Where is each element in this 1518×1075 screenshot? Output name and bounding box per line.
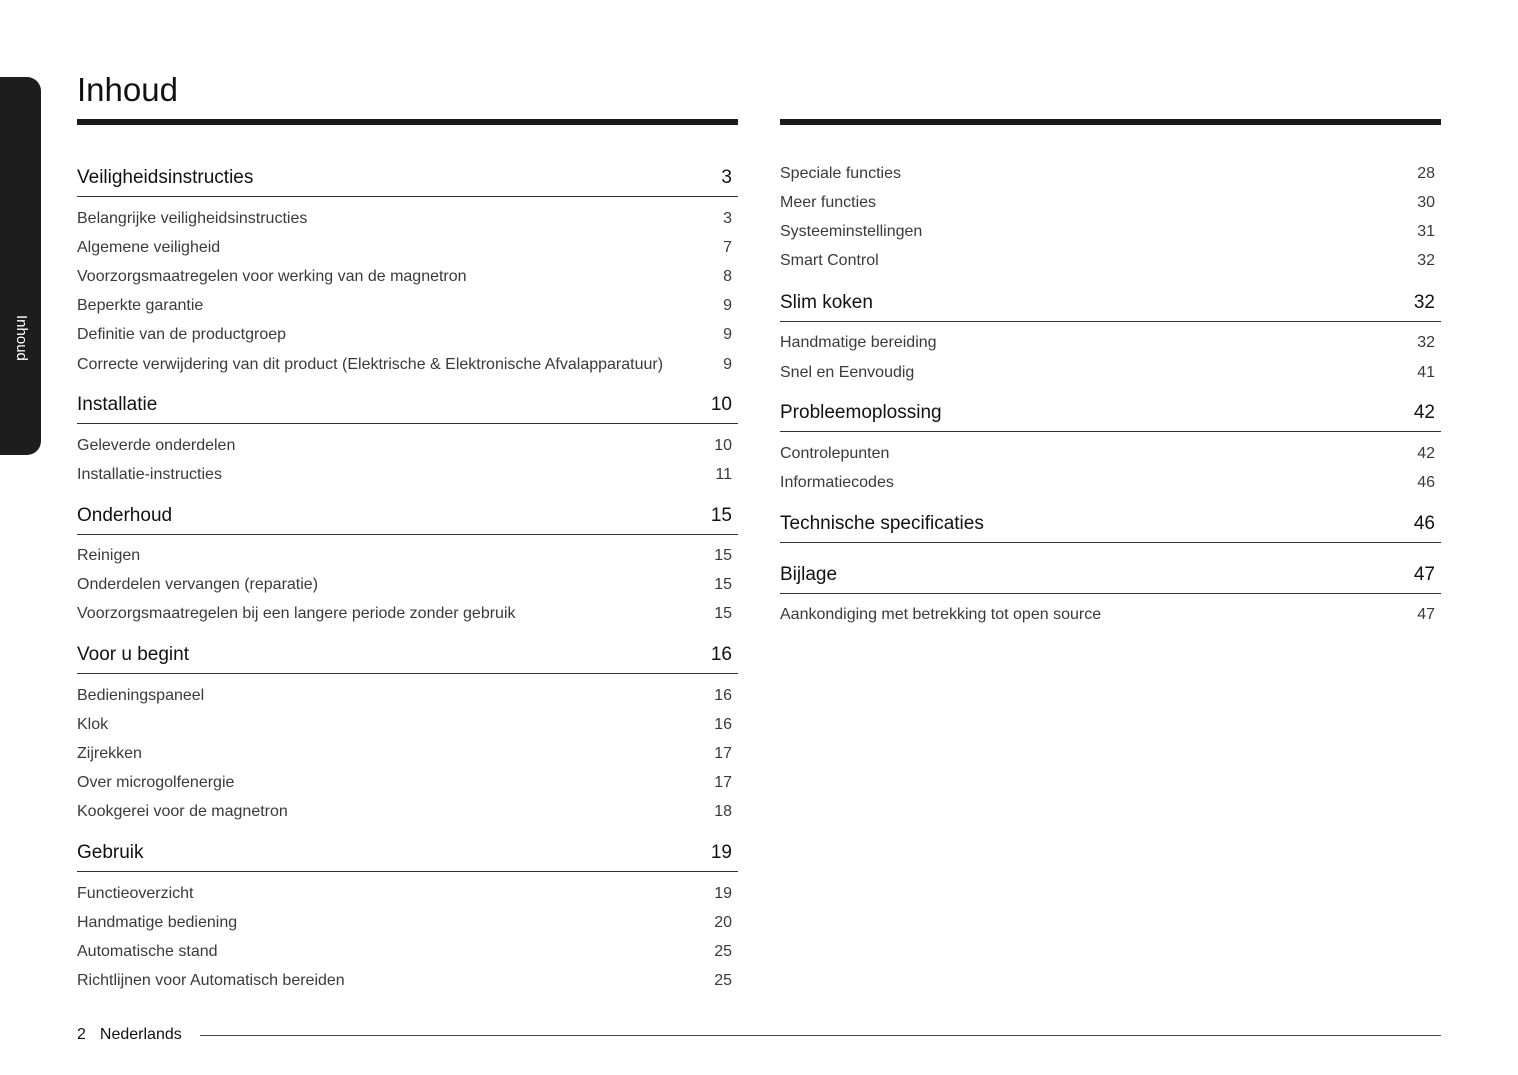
toc-entry-label: Kookgerei voor de magnetron [77,803,288,821]
toc-entry-label: Snel en Eenvoudig [780,363,915,381]
toc-entry-label: Belangrijke veiligheidsinstructies [77,209,308,227]
footer-page-number: 2 [77,1026,86,1043]
toc-section-heading[interactable] [780,563,1441,594]
toc-section-page: 47 [1413,563,1435,585]
toc-entry-label: Beperkte garantie [77,297,204,315]
toc-entry[interactable] [77,879,738,908]
toc-entry-label: Installatie-instructies [77,465,222,483]
right-sections [780,276,1441,630]
footer-language: Nederlands [99,1026,182,1043]
toc-entry-page: 32 [1417,334,1435,352]
toc-entry[interactable] [77,350,738,379]
toc-entry-label: Richtlijnen voor Automatisch bereiden [77,972,345,990]
toc-section [77,393,738,489]
toc-entry[interactable] [77,571,738,600]
toc-entry-page: 41 [1417,363,1435,381]
toc-entry-label: Reinigen [77,547,141,565]
toc-entry-page: 20 [714,913,732,931]
toc-section-page: 3 [721,167,732,188]
toc-entry[interactable] [77,204,738,233]
toc-right-column [780,119,1441,630]
toc-entry-page: 9 [723,326,732,344]
toc-section-title: Onderhoud [77,504,173,526]
toc-entry-label: Bedieningspaneel [77,686,205,704]
toc-section [780,291,1441,387]
toc-section-heading[interactable] [77,504,738,535]
toc-entry-label: Controlepunten [780,444,890,462]
toc-entry-label: Meer functies [780,193,877,211]
toc-entry-page: 42 [1417,444,1435,462]
toc-entry-page: 16 [714,715,732,733]
toc-entry-label: Klok [77,715,109,733]
footer-rule [200,1035,1441,1036]
toc-entry-page: 3 [723,209,732,227]
toc-entry[interactable] [77,431,738,460]
toc-section [77,504,738,630]
toc-section-page: 19 [710,842,732,863]
toc-section-heading[interactable] [780,401,1441,432]
right-continued-entries [780,125,1441,276]
toc-entry-label: Voorzorgsmaatregelen voor werking van de magnetron [77,267,467,285]
toc-entry[interactable] [77,233,738,262]
toc-entries [77,424,738,489]
toc-entry-label: Systeeminstellingen [780,222,923,240]
toc-section-heading[interactable] [780,512,1441,543]
toc-entry-page: 31 [1417,222,1435,240]
toc-section [77,841,738,996]
toc-entry-label: Zijrekken [77,745,142,763]
toc-entry-page: 8 [723,267,732,285]
toc-section-title: Gebruik [77,842,144,863]
toc-entry[interactable] [77,967,738,996]
toc-section-title: Voor u begint [77,644,189,666]
toc-section-page: 42 [1413,402,1435,424]
toc-entry-page: 25 [714,942,732,960]
toc-entry-label: Onderdelen vervangen (reparatie) [77,576,319,594]
toc-entry[interactable] [77,908,738,937]
toc-entry[interactable] [780,217,1441,246]
toc-entry-label: Voorzorgsmaatregelen bij een langere periode zonder gebruik [77,605,516,623]
toc-entry[interactable] [77,542,738,571]
toc-entry-label: Smart Control [780,252,879,270]
toc-section [780,563,1441,630]
toc-entry-page: 32 [1417,252,1435,270]
toc-entry-label: Aankondiging met betrekking tot open source [780,606,1102,624]
toc-entry-page: 11 [715,465,732,483]
toc-entry-label: Algemene veiligheid [77,238,221,256]
toc-entry-page: 15 [714,576,732,594]
toc-entry[interactable] [77,262,738,291]
toc-entry-page: 46 [1417,473,1435,491]
toc-section-page: 32 [1413,291,1435,313]
toc-entries [77,197,738,379]
toc-section-title: Technische specificaties [780,512,984,534]
toc-entry[interactable] [780,601,1441,630]
toc-entries [780,594,1441,630]
toc-section-heading[interactable] [77,166,738,197]
toc-entry[interactable] [780,468,1441,497]
toc-entries [77,535,738,630]
toc-entries [77,872,738,996]
toc-entry-label: Handmatige bediening [77,913,238,931]
toc-entry[interactable] [77,460,738,489]
toc-entry[interactable] [77,681,738,710]
toc-entry-page: 9 [723,297,732,315]
toc-entry-label: Definitie van de productgroep [77,326,287,344]
toc-entry-page: 15 [714,547,732,565]
toc-entry[interactable] [780,358,1441,387]
toc-entry[interactable] [77,710,738,739]
toc-section-heading[interactable] [77,643,738,674]
toc-entry-label: Functieoverzicht [77,884,194,902]
toc-section-page: 46 [1413,512,1435,534]
toc-section [780,512,1441,543]
toc-entry-page: 30 [1417,193,1435,211]
page-title: Inhoud [77,71,178,108]
toc-section-heading[interactable] [77,841,738,872]
toc-entry-page: 28 [1417,164,1435,182]
toc-entry-label: Handmatige bereiding [780,334,937,352]
left-sections [77,125,738,996]
toc-section [780,401,1441,497]
toc-entry-page: 47 [1417,606,1435,624]
toc-entry-label: Correcte verwijdering van dit product (Elektrische & Elektronische Afvalapparatuur) [77,355,664,373]
toc-entry-page: 10 [714,436,732,454]
toc-entry[interactable] [77,321,738,350]
toc-section [77,643,738,827]
toc-section-heading[interactable] [780,291,1441,322]
toc-left-column [77,119,738,996]
toc-section-title: Bijlage [780,563,838,585]
toc-entry-label: Informatiecodes [780,473,894,491]
toc-entry-page: 16 [714,686,732,704]
toc-entry-label: Speciale functies [780,164,901,182]
toc-entry-page: 17 [714,745,732,763]
toc-entry[interactable] [780,247,1441,276]
side-tab[interactable] [0,77,41,455]
side-tab-label: Inhoud [13,315,30,361]
toc-section-title: Veiligheidsinstructies [77,167,254,188]
toc-entry-label: Over microgolfenergie [77,774,235,792]
toc-section-title: Installatie [77,394,158,416]
toc-entry-page: 15 [714,605,732,623]
toc-entries [780,432,1441,497]
toc-entry-page: 7 [723,238,732,256]
toc-entry-page: 19 [714,884,732,902]
toc-section-page: 16 [710,644,732,666]
toc-entry-label: Automatische stand [77,942,218,960]
toc-entries [77,674,738,827]
toc-entry[interactable] [77,937,738,966]
toc-entry-label: Geleverde onderdelen [77,436,236,454]
toc-entry[interactable] [780,329,1441,358]
toc-entry[interactable] [77,292,738,321]
toc-entry[interactable] [77,600,738,629]
toc-section-page: 10 [710,394,732,416]
toc-entry-page: 25 [714,972,732,990]
toc-entry[interactable] [780,439,1441,468]
toc-section-page: 15 [710,504,732,526]
toc-entry[interactable] [780,159,1441,188]
toc-entry-page: 9 [723,355,732,373]
toc-entry[interactable] [77,798,738,827]
toc-section-title: Probleemoplossing [780,402,942,424]
toc-section-title: Slim koken [780,291,873,313]
toc-entry[interactable] [780,188,1441,217]
toc-section [77,166,738,379]
toc-entry[interactable] [77,769,738,798]
toc-entries [780,322,1441,387]
toc-entry[interactable] [77,739,738,768]
toc-entry-page: 17 [714,774,732,792]
toc-entry-page: 18 [714,803,732,821]
page-footer [77,1026,1441,1044]
toc-section-heading[interactable] [77,393,738,424]
